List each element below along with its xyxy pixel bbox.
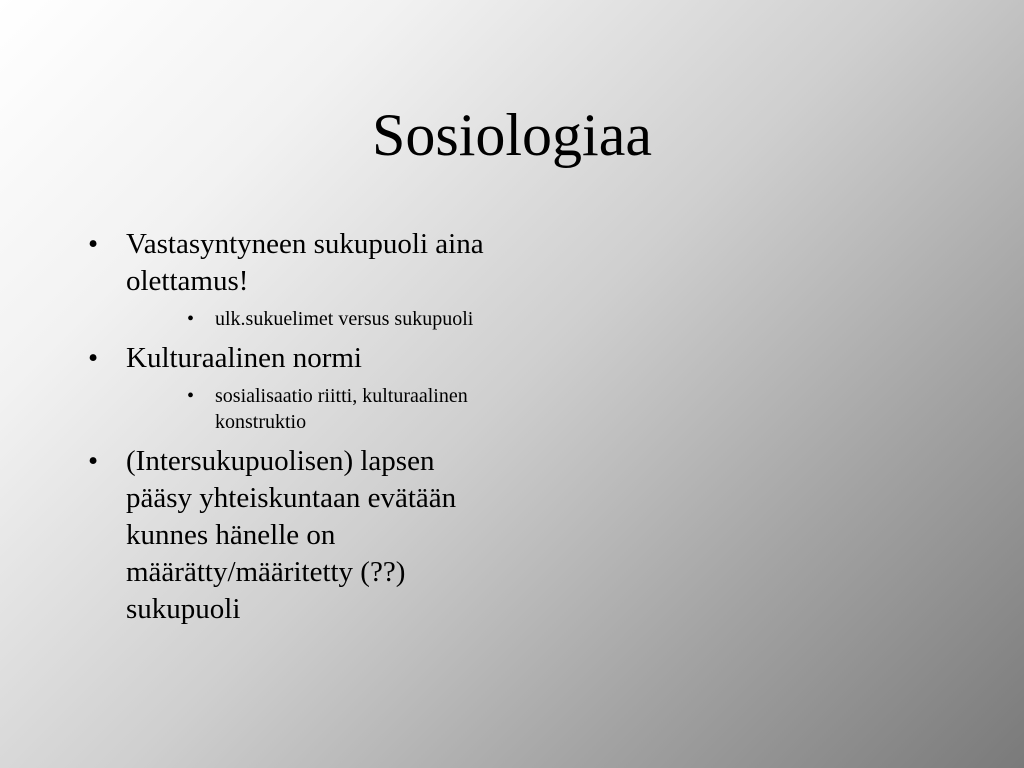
bullet-item bbox=[0, 443, 506, 628]
bullet-glyph: • bbox=[88, 228, 99, 260]
bullet-text: Kulturaalinen normi bbox=[126, 342, 362, 374]
sub-bullet-item bbox=[126, 383, 495, 435]
bullet-text: Vastasyntyneen sukupuoli aina olettamus! bbox=[126, 228, 484, 297]
sub-bullet-glyph: • bbox=[187, 385, 195, 407]
sub-bullet-text: ulk.sukuelimet versus sukupuoli bbox=[215, 308, 474, 330]
bullet-text: (Intersukupuolisen) lapsen pääsy yhteiskuntaan evätään kunnes hänelle on määrätty/määritetty (??) sukupuoli bbox=[126, 445, 457, 625]
sub-bullet-list bbox=[126, 306, 506, 332]
bullet-list bbox=[0, 226, 560, 634]
bullet-glyph: • bbox=[88, 342, 99, 374]
sub-bullet-glyph: • bbox=[187, 308, 195, 330]
sub-bullet-list bbox=[126, 383, 506, 435]
bullet-item bbox=[0, 226, 506, 332]
slide-title: Sosiologiaa bbox=[372, 102, 652, 168]
sub-bullet-item bbox=[126, 306, 495, 332]
sub-bullet-text: sosialisaatio riitti, kulturaalinen konstruktio bbox=[215, 385, 468, 433]
bullet-item bbox=[0, 340, 506, 435]
bullet-glyph: • bbox=[88, 445, 99, 477]
